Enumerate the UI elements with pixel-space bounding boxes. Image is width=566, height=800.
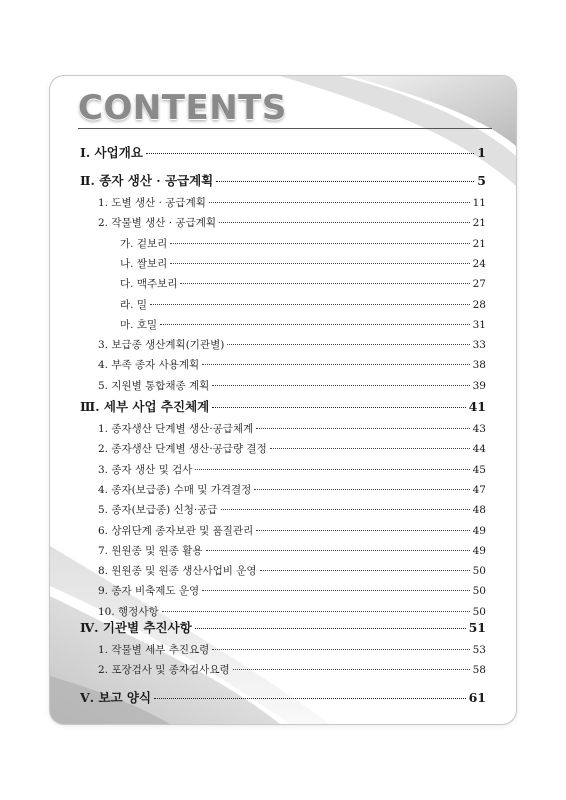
toc-item[interactable] [98,564,486,578]
toc-item-label: 2. 작물별 생산 · 공급계획 [98,217,216,230]
toc-item-page: 45 [472,463,486,476]
toc-item[interactable] [98,196,486,210]
dot-leader [227,344,469,345]
dot-leader [256,530,469,531]
toc-item[interactable] [98,338,486,352]
dot-leader [212,649,469,650]
toc-section-page: 5 [477,173,486,188]
toc-item[interactable] [98,643,486,657]
toc-item-page: 58 [472,664,486,677]
toc-item[interactable] [98,663,486,677]
dot-leader [212,385,469,386]
dot-leader [254,489,469,490]
contents-card [50,76,516,724]
toc-item[interactable] [98,524,486,538]
toc-subitem[interactable] [120,298,486,312]
dot-leader [146,153,474,154]
toc-subitem-label: 나. 쌀보리 [120,257,168,270]
toc-item[interactable] [98,216,486,230]
toc-section[interactable] [80,146,486,160]
toc-item-label: 2. 종자생산 단계별 생산·공급량 결정 [98,443,267,456]
dot-leader [212,407,465,408]
toc-item[interactable] [98,358,486,372]
toc-item-label: 1. 작물별 세부 추진요령 [98,644,210,656]
toc-subitem-page: 27 [472,278,486,291]
toc-section-label: Ⅱ. 종자 생산 · 공급계획 [80,173,214,188]
dot-leader [209,202,470,203]
toc-subitem-label: 라. 밀 [120,298,147,311]
toc-item-page: 48 [472,504,486,517]
dot-leader [206,550,470,551]
toc-item[interactable] [98,544,486,558]
toc-item[interactable] [98,463,486,477]
dot-leader [260,570,470,571]
toc-item-label: 7. 원원종 및 원종 활용 [98,544,203,557]
dot-leader [195,469,469,470]
toc-item-label: 1. 종자생산 단계별 생산·공급체계 [98,423,254,435]
toc-section-label: Ⅲ. 세부 사업 추진체계 [80,399,210,414]
toc-item-page: 53 [472,644,486,656]
toc-item[interactable] [98,503,486,517]
toc-subitem-label: 마. 호밀 [120,318,158,331]
dot-leader [202,364,469,365]
toc-item-label: 3. 보급종 생산계획(기관별) [98,339,225,352]
toc-subitem[interactable] [120,277,486,291]
toc-section-page: 61 [468,690,486,705]
toc-item-page: 33 [472,339,486,352]
toc-section[interactable] [80,691,486,705]
toc-subitem-label: 다. 맥주보리 [120,278,178,291]
dot-leader [216,181,474,182]
toc-section[interactable] [80,400,486,414]
contents-title: CONTENTS [78,88,287,128]
dot-leader [195,628,466,629]
toc-subitem[interactable] [120,257,486,271]
toc-section-page: 51 [468,620,486,635]
toc-item[interactable] [98,584,486,598]
dot-leader [219,222,470,223]
toc-subitem-page: 31 [472,318,486,331]
toc-item-page: 49 [472,544,486,557]
toc-item-page: 43 [472,423,486,435]
dot-leader [160,324,470,325]
toc-item-label: 5. 지원별 통합채종 계획 [98,379,210,392]
toc-item-label: 6. 상위단계 종자보관 및 품질관리 [98,524,254,537]
table-of-contents [50,76,516,724]
toc-item-label: 9. 종자 비축제도 운영 [98,585,200,598]
toc-subitem-page: 24 [472,257,486,270]
toc-item-page: 47 [472,483,486,496]
toc-item-page: 44 [472,443,486,456]
toc-item-page: 21 [472,217,486,230]
toc-item-label: 2. 포장검사 및 종자검사요령 [98,664,230,677]
toc-item-label: 5. 종자(보급종) 신청·공급 [98,504,218,517]
toc-item-label: 4. 부족 종자 사용계획 [98,359,200,372]
dot-leader [170,243,469,244]
dot-leader [221,509,470,510]
toc-section[interactable] [80,174,486,188]
toc-section-label: Ⅴ. 보고 양식 [80,690,152,705]
toc-item-label: 4. 종자(보급종) 수매 및 가격결정 [98,483,252,496]
toc-subitem-page: 21 [472,237,486,250]
toc-item-page: 38 [472,359,486,372]
toc-subitem-page: 28 [472,298,486,311]
toc-item[interactable] [98,422,486,436]
toc-item[interactable] [98,483,486,497]
toc-section-page: 41 [468,399,486,414]
toc-item-label: 3. 종자 생산 및 검사 [98,463,193,476]
toc-item[interactable] [98,379,486,393]
toc-item-page: 50 [472,565,486,578]
toc-section[interactable] [80,621,486,635]
toc-item-page: 50 [472,605,486,618]
toc-item-label: 1. 도별 생산 · 공급계획 [98,197,206,209]
dot-leader [150,304,470,305]
toc-item[interactable] [98,442,486,456]
dot-leader [270,448,470,449]
dot-leader [170,263,469,264]
toc-section-label: Ⅰ. 사업개요 [80,145,143,160]
toc-section-label: Ⅳ. 기관별 추진사항 [80,620,192,635]
toc-item[interactable] [98,605,486,619]
dot-leader [233,669,470,670]
toc-section-page: 1 [477,145,486,160]
dot-leader [162,611,470,612]
toc-item-page: 11 [472,197,486,209]
toc-subitem[interactable] [120,318,486,332]
toc-item-page: 49 [472,524,486,537]
toc-subitem[interactable] [120,237,486,251]
toc-item-label: 8. 원원종 및 원종 생산사업비 운영 [98,565,257,578]
dot-leader [202,590,469,591]
toc-item-page: 50 [472,585,486,598]
dot-leader [154,698,466,699]
toc-item-label: 10. 행정사항 [98,605,159,618]
toc-item-page: 39 [472,379,486,392]
dot-leader [256,428,469,429]
dot-leader [180,283,469,284]
toc-subitem-label: 가. 겉보리 [120,237,168,250]
